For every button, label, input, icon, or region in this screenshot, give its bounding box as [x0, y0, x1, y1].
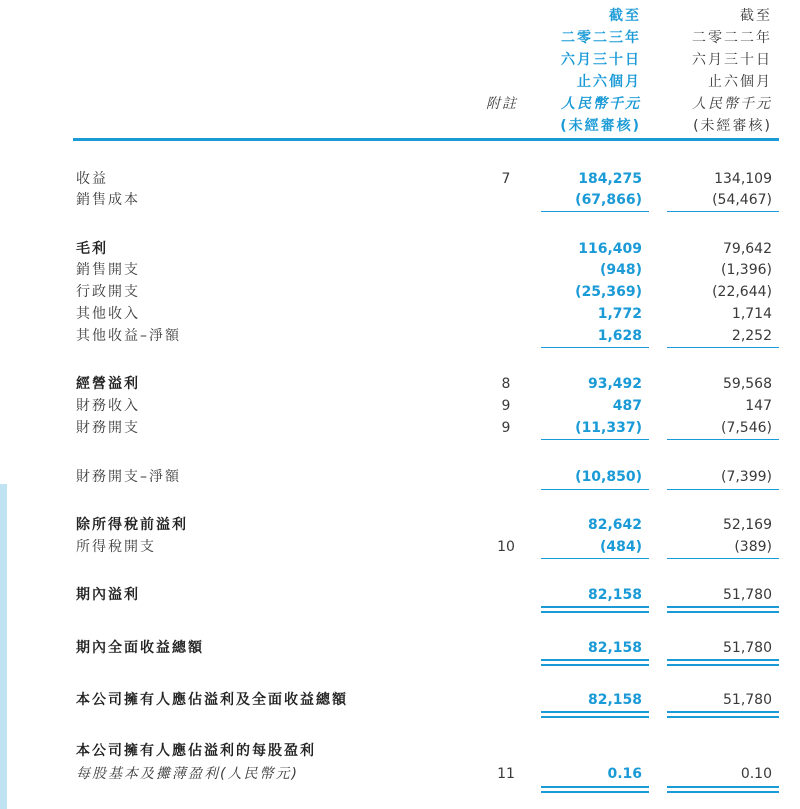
row-previous-value: (7,546)	[720, 420, 772, 436]
table-row	[0, 325, 800, 347]
row-previous-value: 51,780	[723, 692, 772, 708]
total-double-underline	[541, 664, 649, 666]
row-previous-value: 1,714	[731, 306, 772, 322]
total-double-underline	[541, 791, 649, 793]
row-current-value: 487	[612, 398, 642, 414]
total-double-underline	[541, 611, 649, 613]
table-row	[0, 514, 800, 536]
previous-header-line-1: 截至	[740, 8, 772, 24]
previous-header-audit: (未經審核)	[693, 118, 772, 134]
row-label: 經營溢利	[76, 376, 140, 392]
row-current-value: 184,275	[578, 171, 642, 187]
total-double-underline	[541, 659, 649, 661]
row-label: 本公司擁有人應佔溢利的每股盈利	[76, 743, 316, 759]
table-row	[0, 259, 800, 281]
current-header-audit: (未經審核)	[560, 118, 641, 134]
row-previous-value: (22,644)	[712, 284, 772, 300]
table-row	[0, 466, 800, 488]
row-previous-value: 2,252	[731, 328, 772, 344]
table-row	[0, 536, 800, 558]
row-label: 其他收入	[76, 306, 140, 322]
row-current-value: 82,642	[587, 517, 642, 533]
row-note: 9	[501, 398, 511, 414]
row-label: 期內溢利	[76, 587, 140, 603]
row-current-value: 82,158	[587, 692, 642, 708]
current-header-currency: 人民幣千元	[561, 96, 641, 112]
current-header-line-3: 六月三十日	[561, 52, 641, 68]
total-double-underline	[667, 791, 779, 793]
row-current-value: 82,158	[587, 587, 642, 603]
previous-header-line-4: 止六個月	[708, 74, 772, 90]
row-label: 所得稅開支	[76, 539, 156, 555]
subtotal-underline	[667, 439, 779, 440]
note-column-header: 附註	[486, 96, 518, 112]
row-previous-value: 79,642	[723, 241, 772, 257]
total-double-underline	[667, 664, 779, 666]
table-row	[0, 281, 800, 303]
subtotal-underline	[541, 211, 649, 212]
row-current-value: 93,492	[587, 376, 642, 392]
total-double-underline	[541, 711, 649, 713]
row-label: 其他收益–淨額	[76, 328, 181, 344]
row-previous-value: 134,109	[714, 171, 772, 187]
row-previous-value: 59,568	[723, 376, 772, 392]
row-current-value: 1,628	[597, 328, 642, 344]
total-double-underline	[667, 659, 779, 661]
row-current-value: (484)	[599, 539, 642, 555]
row-note: 7	[501, 171, 511, 187]
row-label: 毛利	[76, 241, 108, 257]
row-note: 8	[501, 376, 511, 392]
table-row	[0, 763, 800, 785]
row-previous-value: 51,780	[723, 640, 772, 656]
total-double-underline	[667, 711, 779, 713]
row-label: 銷售成本	[76, 192, 140, 208]
subtotal-underline	[667, 489, 779, 490]
table-row	[0, 740, 800, 762]
table-row	[0, 373, 800, 395]
row-current-value: (67,866)	[575, 192, 642, 208]
table-row	[0, 395, 800, 417]
row-note: 9	[501, 420, 511, 436]
row-label: 財務開支–淨額	[76, 469, 181, 485]
table-row	[0, 417, 800, 439]
table-row	[0, 303, 800, 325]
row-label: 期內全面收益總額	[76, 640, 204, 656]
total-double-underline	[541, 716, 649, 718]
subtotal-underline	[541, 439, 649, 440]
current-header-line-2: 二零二三年	[561, 30, 641, 46]
subtotal-underline	[667, 211, 779, 212]
row-previous-value: (54,467)	[712, 192, 772, 208]
row-label: 行政開支	[76, 284, 140, 300]
row-previous-value: (7,399)	[720, 469, 772, 485]
subtotal-underline	[667, 558, 779, 559]
row-current-value: 82,158	[587, 640, 642, 656]
row-current-value: 116,409	[578, 241, 642, 257]
subtotal-underline	[541, 347, 649, 348]
row-label: 銷售開支	[76, 262, 140, 278]
row-previous-value: (389)	[734, 539, 772, 555]
subtotal-underline	[541, 489, 649, 490]
row-previous-value: (1,396)	[720, 262, 772, 278]
row-note: 11	[497, 766, 515, 782]
row-label: 每股基本及攤薄盈利(人民幣元)	[76, 766, 299, 782]
row-current-value: 1,772	[597, 306, 642, 322]
total-double-underline	[667, 716, 779, 718]
row-note: 10	[497, 539, 515, 555]
current-header-line-4: 止六個月	[577, 74, 641, 90]
table-row	[0, 168, 800, 190]
row-label: 財務收入	[76, 398, 140, 414]
row-previous-value: 52,169	[723, 517, 772, 533]
total-double-underline	[541, 606, 649, 608]
row-current-value: (10,850)	[575, 469, 642, 485]
previous-header-currency: 人民幣千元	[692, 96, 772, 112]
table-row	[0, 689, 800, 711]
row-current-value: (948)	[599, 262, 642, 278]
row-current-value: (25,369)	[575, 284, 642, 300]
row-previous-value: 0.10	[740, 766, 772, 782]
previous-header-line-3: 六月三十日	[692, 52, 772, 68]
total-double-underline	[667, 611, 779, 613]
previous-header-line-2: 二零二二年	[692, 30, 772, 46]
subtotal-underline	[541, 558, 649, 559]
total-double-underline	[667, 606, 779, 608]
row-previous-value: 51,780	[723, 587, 772, 603]
table-row	[0, 584, 800, 606]
row-label: 本公司擁有人應佔溢利及全面收益總額	[76, 692, 348, 708]
row-label: 除所得稅前溢利	[76, 517, 188, 533]
table-row	[0, 238, 800, 260]
table-row	[0, 637, 800, 659]
total-double-underline	[667, 786, 779, 788]
subtotal-underline	[667, 347, 779, 348]
row-previous-value: 147	[745, 398, 772, 414]
header-rule	[73, 138, 779, 141]
total-double-underline	[541, 786, 649, 788]
row-current-value: 0.16	[607, 766, 642, 782]
row-label: 財務開支	[76, 420, 140, 436]
row-label: 收益	[76, 171, 108, 187]
table-row	[0, 189, 800, 211]
row-current-value: (11,337)	[575, 420, 642, 436]
current-header-line-1: 截至	[609, 8, 641, 24]
